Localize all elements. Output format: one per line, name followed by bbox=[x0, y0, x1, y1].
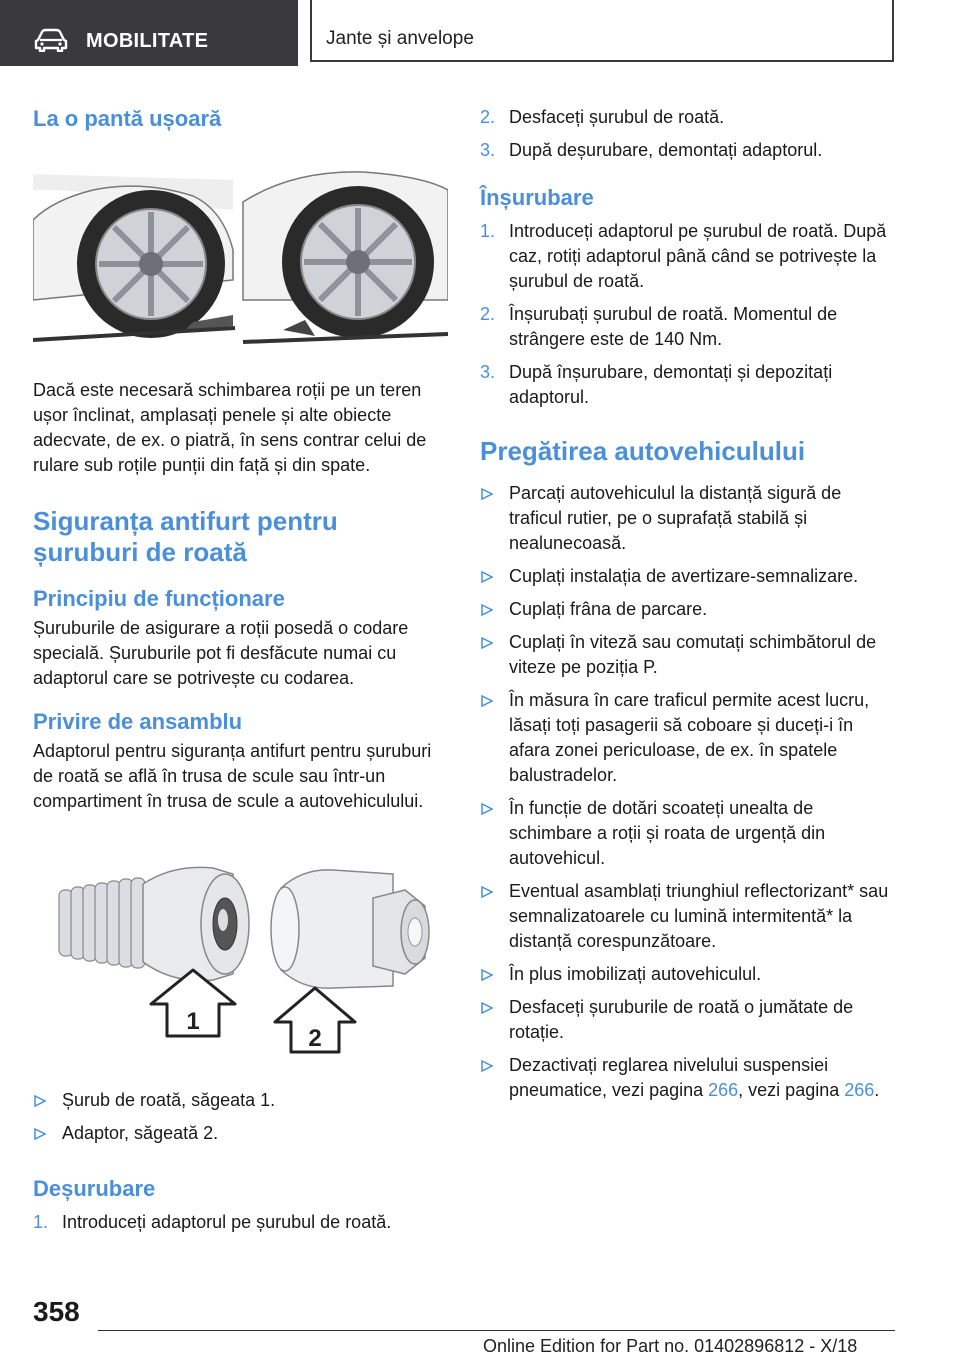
triangle-bullet-icon bbox=[481, 695, 493, 707]
figure-legend-list bbox=[33, 1088, 448, 1146]
right-wheel bbox=[282, 186, 434, 338]
page-number: 358 bbox=[33, 1296, 80, 1327]
triangle-bullet-icon bbox=[481, 1002, 493, 1014]
screw-steps bbox=[480, 219, 895, 410]
bolt-adapter-illustration bbox=[33, 854, 448, 1054]
heading-vehicle-prep: Pregătirea autovehiculului bbox=[480, 436, 806, 466]
car-icon bbox=[34, 28, 68, 52]
list-item: Adaptor, săgeată 2. bbox=[33, 1121, 448, 1146]
list-item: În plus imobilizați autovehiculul. bbox=[480, 962, 895, 987]
heading-principle: Principiu de funcționare bbox=[33, 586, 285, 611]
heading-slope: La o pantă ușoară bbox=[33, 106, 222, 131]
section-tab bbox=[0, 0, 298, 66]
list-item: 1. Introduceți adaptorul pe șurubul de roată. După caz, rotiți adaptorul până când se potrivește la șurubul de roată. bbox=[480, 221, 887, 291]
list-item: Parcați autovehiculul la distanță sigură de traficul rutier, pe o suprafață stabilă și nealunecoasă. bbox=[480, 481, 895, 556]
triangle-bullet-icon bbox=[481, 604, 493, 616]
wheel-bolt bbox=[59, 867, 249, 980]
list-item: 1. Introduceți adaptorul pe șurubul de roată. bbox=[33, 1212, 392, 1232]
chapter-box bbox=[310, 0, 894, 62]
triangle-bullet-icon bbox=[481, 571, 493, 583]
triangle-bullet-icon bbox=[481, 886, 493, 898]
list-item: Cuplați în viteză sau comutați schimbătorul de viteze pe poziția P. bbox=[480, 630, 895, 680]
list-item: Dezactivați reglarea nivelului suspensiei pneumatice, vezi pagina 266, vezi pagina 266. bbox=[480, 1053, 895, 1103]
triangle-bullet-icon bbox=[481, 488, 493, 500]
list-item: În funcție de dotări scoateți unealta de schimbare a roții și roata de urgență din autovehicul. bbox=[480, 796, 895, 871]
prep-list bbox=[480, 481, 895, 1103]
footer-divider bbox=[98, 1330, 895, 1331]
paragraph-overview: Adaptorul pentru siguranța antifurt pentru șuruburi de roată se află în trusa de scule sau într-un compartiment în trusa de scule a autovehiculului. bbox=[33, 741, 432, 811]
right-column bbox=[480, 105, 895, 1103]
footer-edition: Online Edition for Part no. 01402896812 - X/18 bbox=[483, 1336, 858, 1356]
heading-overview: Privire de ansamblu bbox=[33, 709, 243, 734]
list-item: 2. Înșurubați șurubul de roată. Momentul de strângere este de 140 Nm. bbox=[480, 304, 838, 349]
paragraph-principle: Șuruburile de asigurare a roții posedă o codare specială. Șuruburile pot fi desfăcute numai cu adaptorul care se potrivește cu codarea. bbox=[33, 618, 409, 688]
triangle-bullet-icon bbox=[34, 1128, 46, 1140]
page-link-266[interactable]: 266 bbox=[708, 1080, 739, 1100]
list-item: În măsura în care traficul permite acest lucru, lăsați toți pasagerii să coboare și duceți-i în afara zonei periculoase, de ex. în spatele balustradelor. bbox=[480, 688, 895, 788]
triangle-bullet-icon bbox=[34, 1095, 46, 1107]
wheels-on-slope-illustration bbox=[33, 150, 448, 346]
paragraph-slope: Dacă este necesară schimbarea roții pe un teren ușor înclinat, amplasați penele și alte obiecte adecvate, de ex. o piatră, în sens contrar celui de rulare sub roțile punții din față și din spate. bbox=[33, 380, 427, 475]
list-item: Cuplați frâna de parcare. bbox=[480, 597, 895, 622]
page-header bbox=[0, 0, 960, 66]
triangle-bullet-icon bbox=[481, 969, 493, 981]
heading-screw: Înșurubare bbox=[480, 185, 594, 210]
list-item: 2. Desfaceți șurubul de roată. bbox=[480, 107, 725, 127]
left-column bbox=[33, 100, 448, 1235]
triangle-bullet-icon bbox=[481, 803, 493, 815]
list-item: Eventual asamblați triunghiul reflectorizant* sau semnalizatoarele cu lumină intermitentă* la distanță corespunzătoare. bbox=[480, 879, 895, 954]
list-item: Cuplați instalația de avertizare-semnalizare. bbox=[480, 564, 895, 589]
triangle-bullet-icon bbox=[481, 637, 493, 649]
list-item: Șurub de roată, săgeata 1. bbox=[33, 1088, 448, 1113]
list-item: 3. După înșurubare, demontați și depozitați adaptorul. bbox=[480, 362, 833, 407]
triangle-bullet-icon bbox=[481, 1060, 493, 1072]
section-title: MOBILITATE bbox=[86, 30, 209, 52]
page-link-266[interactable]: 266 bbox=[844, 1080, 875, 1100]
arrow-label-2: 2 bbox=[308, 1025, 322, 1052]
unscrew-steps bbox=[33, 1210, 448, 1235]
left-wheel bbox=[77, 190, 225, 338]
chapter-title: Jante și anvelope bbox=[326, 28, 474, 49]
adapter bbox=[271, 870, 429, 988]
arrow-label-1: 1 bbox=[186, 1008, 200, 1035]
list-item: Desfaceți șuruburile de roată o jumătate de rotație. bbox=[480, 995, 895, 1045]
unscrew-steps-cont bbox=[480, 105, 895, 163]
heading-wheel-lock: Siguranța antifurt pentru șuruburi de roată bbox=[33, 506, 338, 567]
heading-unscrew: Deșurubare bbox=[33, 1176, 156, 1201]
list-item: 3. După deșurubare, demontați adaptorul. bbox=[480, 140, 823, 160]
